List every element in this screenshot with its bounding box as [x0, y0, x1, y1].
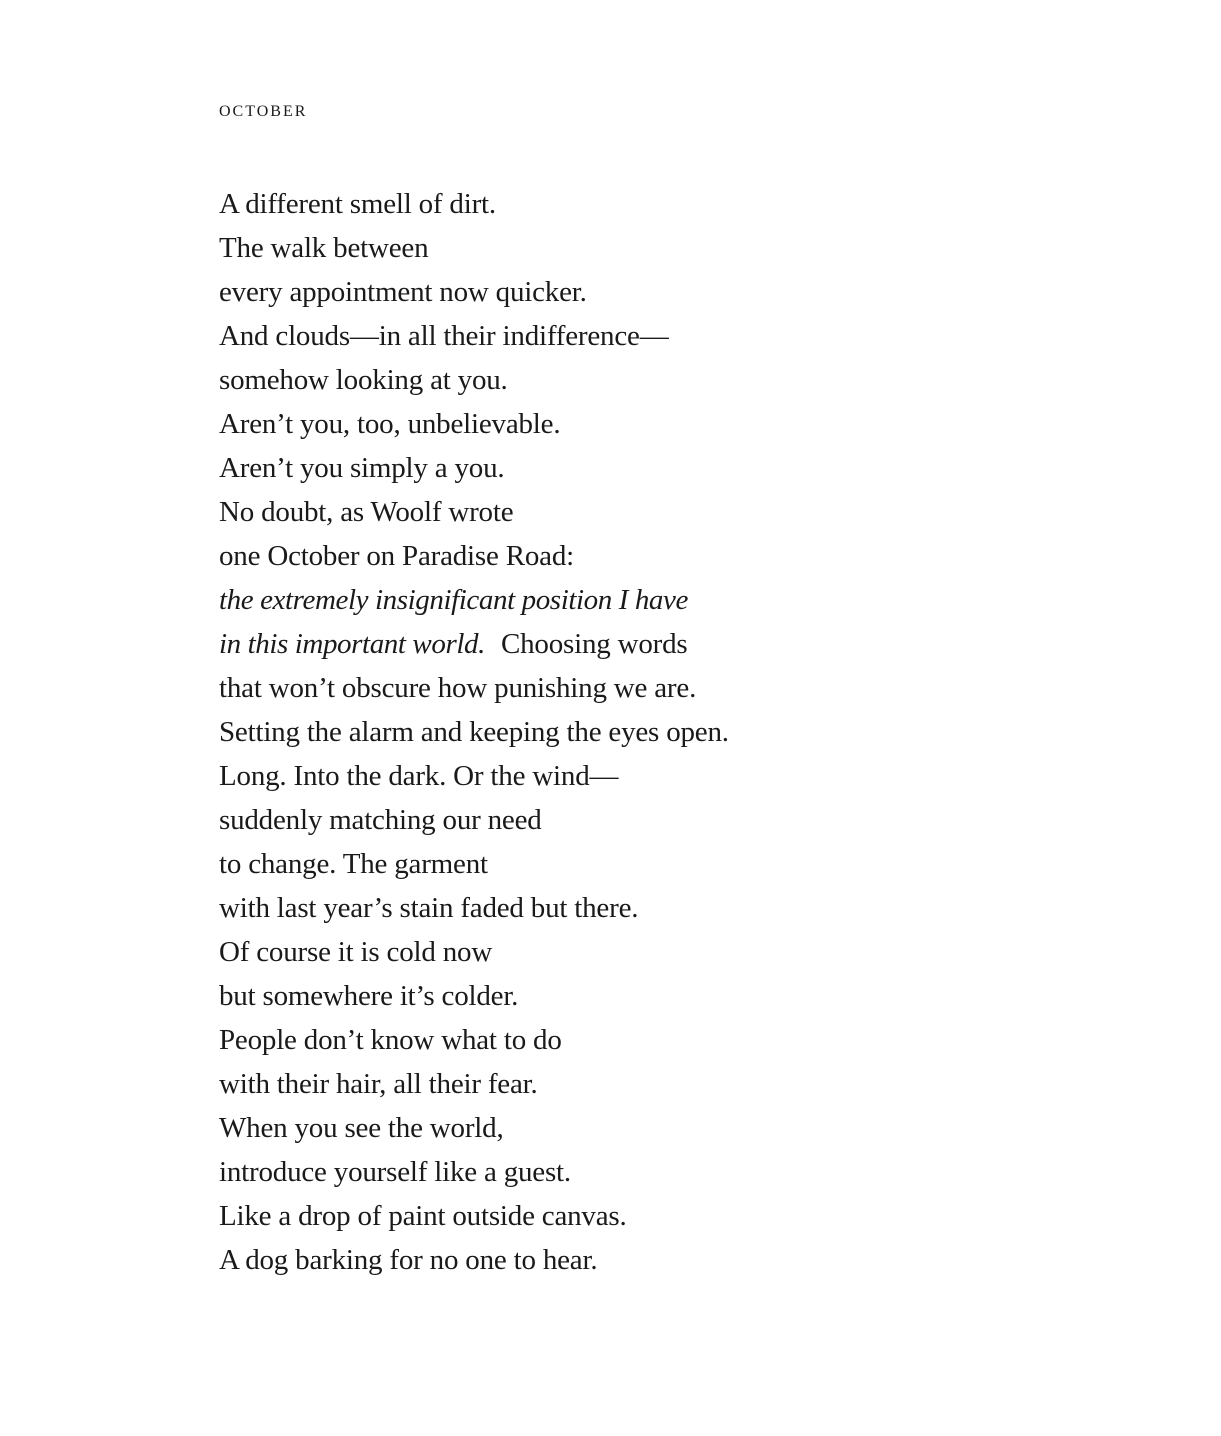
poem-line: Long. Into the dark. Or the wind—	[219, 760, 619, 792]
poem-line: suddenly matching our need	[219, 804, 542, 836]
poem-line: Of course it is cold now	[219, 936, 493, 968]
poem-line: Setting the alarm and keeping the eyes open.	[219, 716, 729, 748]
poem-line-continuation: Choosing words	[500, 628, 688, 660]
poem-line: that won’t obscure how punishing we are.	[219, 672, 697, 704]
poem-line: Aren’t you simply a you.	[219, 452, 505, 484]
poem-line: People don’t know what to do	[219, 1024, 562, 1056]
poem-line-quote-end: in this important world.	[219, 628, 485, 660]
poem-line-quote: the extremely insignificant position I have	[219, 584, 688, 616]
poem-title: october	[219, 96, 308, 121]
poem-line: And clouds—in all their indifference—	[219, 320, 669, 352]
poem-line: with last year’s stain faded but there.	[219, 892, 639, 924]
poem-line-mixed	[219, 622, 1119, 666]
poem-line: but somewhere it’s colder.	[219, 980, 519, 1012]
poem-line: somehow looking at you.	[219, 364, 508, 396]
poem-line: The walk between	[219, 232, 429, 264]
poem-line: No doubt, as Woolf wrote	[219, 496, 514, 528]
poem-line: introduce yourself like a guest.	[219, 1156, 571, 1188]
poem-line: A dog barking for no one to hear.	[219, 1244, 598, 1276]
poem-line: When you see the world,	[219, 1112, 504, 1144]
poem-line: A different smell of dirt.	[219, 188, 496, 220]
poem-line: Like a drop of paint outside canvas.	[219, 1200, 627, 1232]
poem-body	[219, 182, 1119, 1282]
poem-line: every appointment now quicker.	[219, 276, 587, 308]
poem-line: to change. The garment	[219, 848, 488, 880]
poem-line: with their hair, all their fear.	[219, 1068, 538, 1100]
poem-line: Aren’t you, too, unbelievable.	[219, 408, 561, 440]
poem-line: one October on Paradise Road:	[219, 540, 574, 572]
